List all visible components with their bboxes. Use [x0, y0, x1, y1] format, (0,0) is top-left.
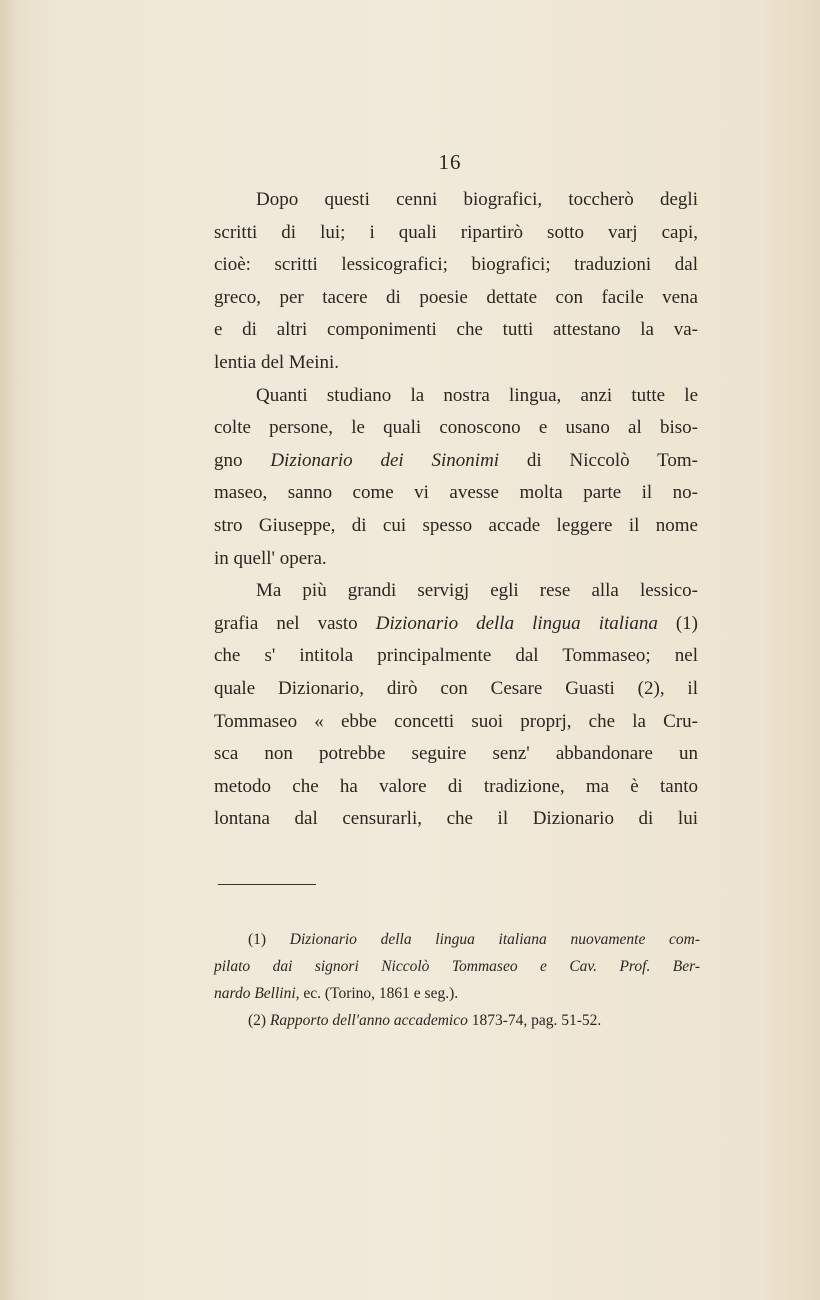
footnote-line — [214, 926, 700, 953]
text-line: scritti di lui; i quali ripartirò sotto varj capi, — [214, 221, 698, 243]
footnote-italic: nardo Bellini, — [214, 985, 300, 1002]
text-line: sca non potrebbe seguire senz' abbandonare un — [214, 743, 698, 765]
footnote-line — [214, 1007, 700, 1034]
footnote-line — [214, 953, 700, 980]
footnote-italic: Rapporto dell'anno accademico — [269, 1012, 468, 1029]
text-line: maseo, sanno come vi avesse molta parte il no- — [214, 482, 698, 504]
text-line: metodo che ha valore di tradizione, ma è tanto — [214, 775, 698, 797]
footnote-italic: Dizionario della lingua italiana nuovamente com- — [289, 931, 700, 948]
page-number: 16 — [438, 150, 462, 174]
text-line — [214, 445, 698, 478]
footnote-divider — [218, 884, 316, 885]
text-line: Quanti studiano la nostra lingua, anzi tutte le — [256, 384, 698, 406]
footnote-line — [214, 980, 700, 1007]
italic-title: Dizionario della lingua italiana — [375, 612, 658, 634]
text-fragment: di Niccolò Tom- — [499, 449, 699, 471]
text-line: lentia del Meini. — [214, 351, 340, 373]
footnotes — [214, 926, 700, 1034]
text-fragment: (1) — [657, 612, 699, 634]
text-line: Ma più grandi servigj egli rese alla lessico- — [256, 580, 698, 602]
footnote-marker: (1) — [248, 931, 267, 948]
footnote-italic: pilato dai signori Niccolò Tommaseo e Cav. Prof. Ber- — [214, 958, 700, 975]
text-line: stro Giuseppe, di cui spesso accade leggere il nome — [214, 514, 698, 536]
footnote-text: ec. (Torino, 1861 e seg.). — [299, 985, 459, 1002]
text-line: colte persone, le quali conoscono e usano al biso- — [214, 417, 698, 439]
text-line: cioè: scritti lessicografici; biografici; traduzioni dal — [214, 254, 698, 276]
text-line: e di altri componimenti che tutti attestano la va- — [214, 319, 698, 341]
text-line: quale Dizionario, dirò con Cesare Guasti (2), il — [214, 677, 698, 699]
footnote-marker: (2) — [248, 1012, 267, 1029]
text-line: Dopo questi cenni biografici, toccherò degli — [256, 189, 698, 210]
footnote-text: 1873-74, pag. 51-52. — [467, 1012, 602, 1029]
text-line: greco, per tacere di poesie dettate con facile vena — [214, 286, 698, 308]
text-line: Tommaseo « ebbe concetti suoi proprj, che la Cru- — [214, 710, 698, 732]
text-line — [214, 608, 698, 641]
text-fragment: grafia nel vasto — [214, 612, 376, 634]
italic-title: Dizionario dei Sinonimi — [270, 449, 500, 471]
text-line: in quell' opera. — [214, 547, 327, 569]
text-fragment: gno — [214, 449, 271, 471]
text-line: lontana dal censurarli, che il Dizionario di lui — [214, 808, 698, 830]
text-line: che s' intitola principalmente dal Tommaseo; nel — [214, 645, 698, 667]
body-text — [214, 184, 698, 836]
